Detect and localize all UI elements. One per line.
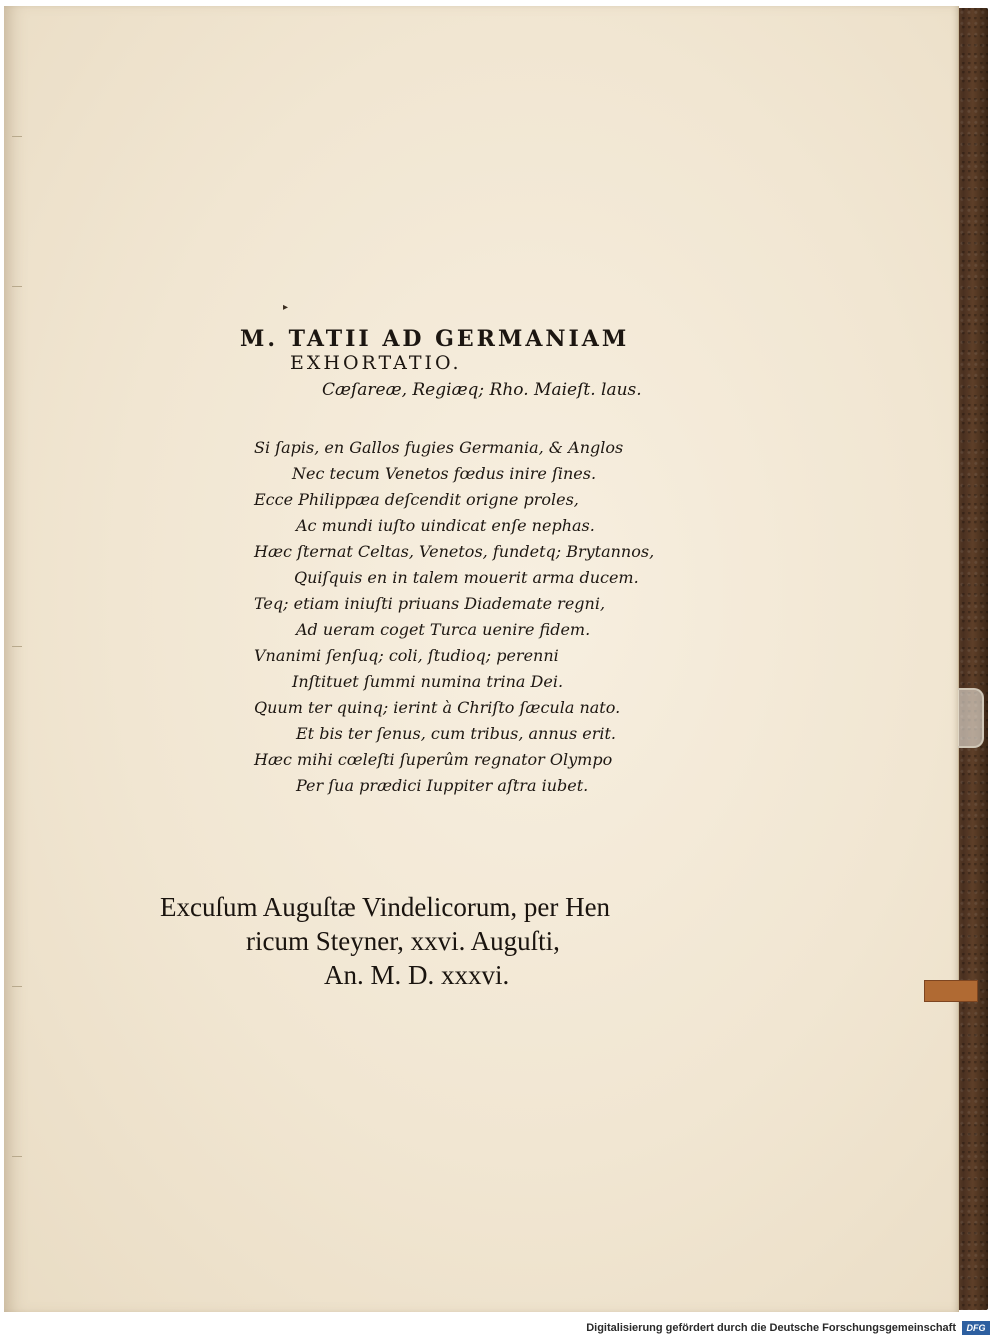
dedication-line: Cæſareæ, Regiæq; Rho. Maieſt. laus. [322,380,642,400]
funding-credit: Digitalisierung gefördert durch die Deutsche Forschungsgemeinschaft [586,1322,956,1334]
colophon-line: An. M. D. xxxvi. [324,960,510,990]
verse-line: Inſtituet ſummi numina trina Dei. [292,672,564,691]
verse-line: Et bis ter ſenus, cum tribus, annus erit. [296,724,617,743]
verse-line: Ecce Philippæa deſcendit origne proles, [254,490,579,509]
verse-line: Ac mundi iuſto uindicat enſe nephas. [296,516,595,535]
verse-line: Hæc mihi cœleſti ſuperûm regnator Olympo [254,750,613,769]
bookmark-tab [924,980,978,1002]
verse-line: Quiſquis en in talem mouerit arma ducem. [294,568,639,587]
verse-line: Vnanimi ſenſuq; coli, ſtudioq; perenni [254,646,559,665]
binding-stitch [12,646,22,647]
verse-line: Per ſua prædici Iuppiter aſtra iubet. [296,776,589,795]
page-title: M. TATII AD GERMANIAM [240,326,630,352]
binding-stitch [12,286,22,287]
printer-mark: ▸ [283,302,289,313]
colophon-line: Excuſum Auguſtæ Vindelicorum, per Hen [160,892,611,922]
verse-line: Ad ueram coget Turca uenire fidem. [296,620,591,639]
verse-line: Teq; etiam iniuſti priuans Diademate regni, [254,594,606,613]
colophon-line: ricum Steyner, xxvi. Auguſti, [246,926,560,956]
verse-line: Si ſapis, en Gallos fugies Germania, & Anglos [254,438,624,457]
footer-bar [0,1318,1000,1340]
verse-line: Nec tecum Venetos fœdus inire ſines. [292,464,597,483]
binding-stitch [12,136,22,137]
page-subtitle: EXHORTATIO. [290,352,462,374]
binding-stitch [12,1156,22,1157]
binding-stitch [12,986,22,987]
verse-line: Quum ter quinq; ierint à Chriſto ſæcula nato. [254,698,621,717]
page-clip [958,688,984,748]
dfg-logo: DFG [962,1321,990,1335]
verse-line: Hæc ſternat Celtas, Venetos, fundetq; Brytannos, [254,542,655,561]
